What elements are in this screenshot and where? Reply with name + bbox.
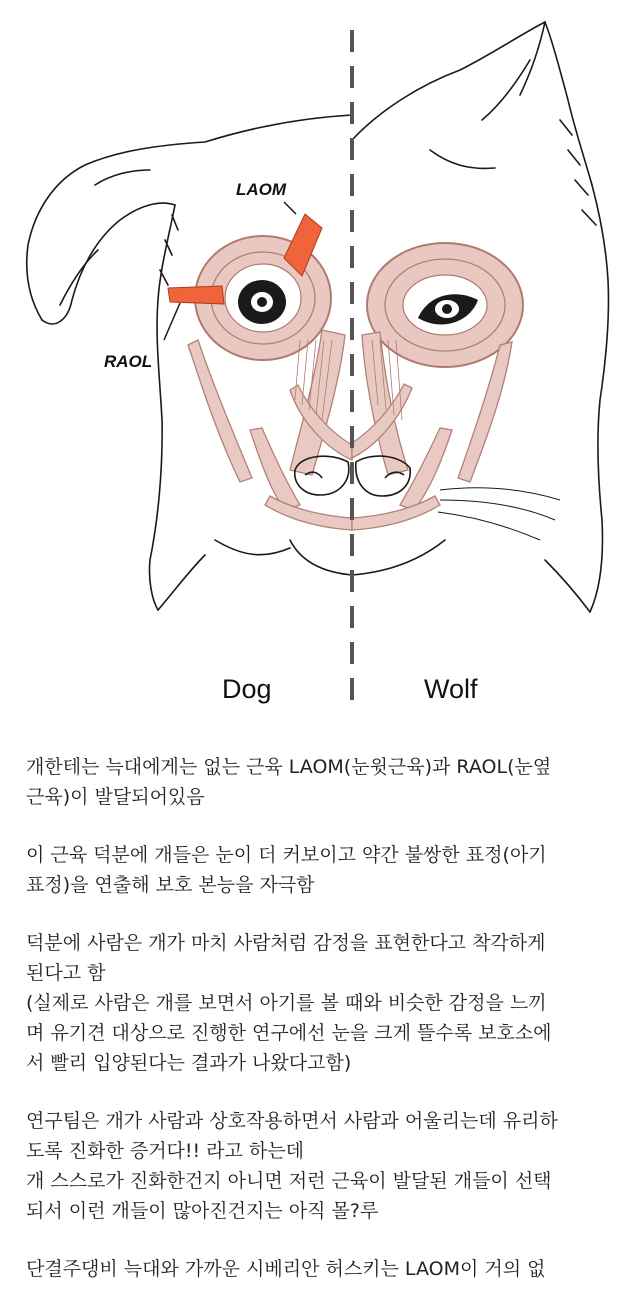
text-line: 되서 이런 개들이 많아진건지는 아직 몰?루 bbox=[26, 1200, 379, 1222]
paragraph-1 bbox=[26, 752, 626, 812]
text-line: 며 유기견 대상으로 진행한 연구에선 눈을 크게 뜰수록 보호소에 bbox=[26, 1022, 552, 1044]
wolf-nose bbox=[356, 456, 410, 496]
text-line: 이 근육 덕분에 개들은 눈이 더 커보이고 약간 불쌍한 표정(아기 bbox=[26, 844, 547, 866]
text-line: (실제로 사람은 개를 보면서 아기를 볼 때와 비슷한 감정을 느끼 bbox=[26, 992, 547, 1014]
text-line: 개 스스로가 진화한건지 아니면 저런 근육이 발달된 개들이 선택 bbox=[26, 1170, 552, 1192]
paragraph-3 bbox=[26, 928, 626, 1078]
laom-label: LAOM bbox=[236, 180, 287, 199]
text-line: 단결주댕비 늑대와 가까운 시베리안 허스키는 LAOM이 거의 없 bbox=[26, 1258, 546, 1280]
text-line: 덕분에 사람은 개가 마치 사람처럼 감정을 표현한다고 착각하게 bbox=[26, 932, 546, 954]
text-line: 표정)을 연출해 보호 본능을 자극함 bbox=[26, 874, 315, 896]
text-line: 서 빨리 입양된다는 결과가 나왔다고함) bbox=[26, 1052, 352, 1074]
text-line: 근육)이 발달되어있음 bbox=[26, 786, 205, 808]
raol-label: RAOL bbox=[104, 352, 153, 371]
text-line: 개한테는 늑대에게는 없는 근육 LAOM(눈윗근육)과 RAOL(눈옆 bbox=[26, 756, 552, 778]
wolf-label: Wolf bbox=[424, 674, 478, 704]
dog-head-outline bbox=[27, 115, 352, 610]
paragraph-4 bbox=[26, 1106, 626, 1226]
whiskers bbox=[438, 488, 560, 540]
dog-label: Dog bbox=[222, 674, 272, 704]
text-line: 연구팀은 개가 사람과 상호작용하면서 사람과 어울리는데 유리하 bbox=[26, 1110, 558, 1132]
text-line: 도록 진화한 증거다!! 라고 하는데 bbox=[26, 1140, 304, 1162]
text-line: 된다고 함 bbox=[26, 962, 106, 984]
raol-muscle bbox=[168, 286, 224, 304]
paragraph-2 bbox=[26, 840, 626, 900]
article-body bbox=[26, 752, 626, 1312]
